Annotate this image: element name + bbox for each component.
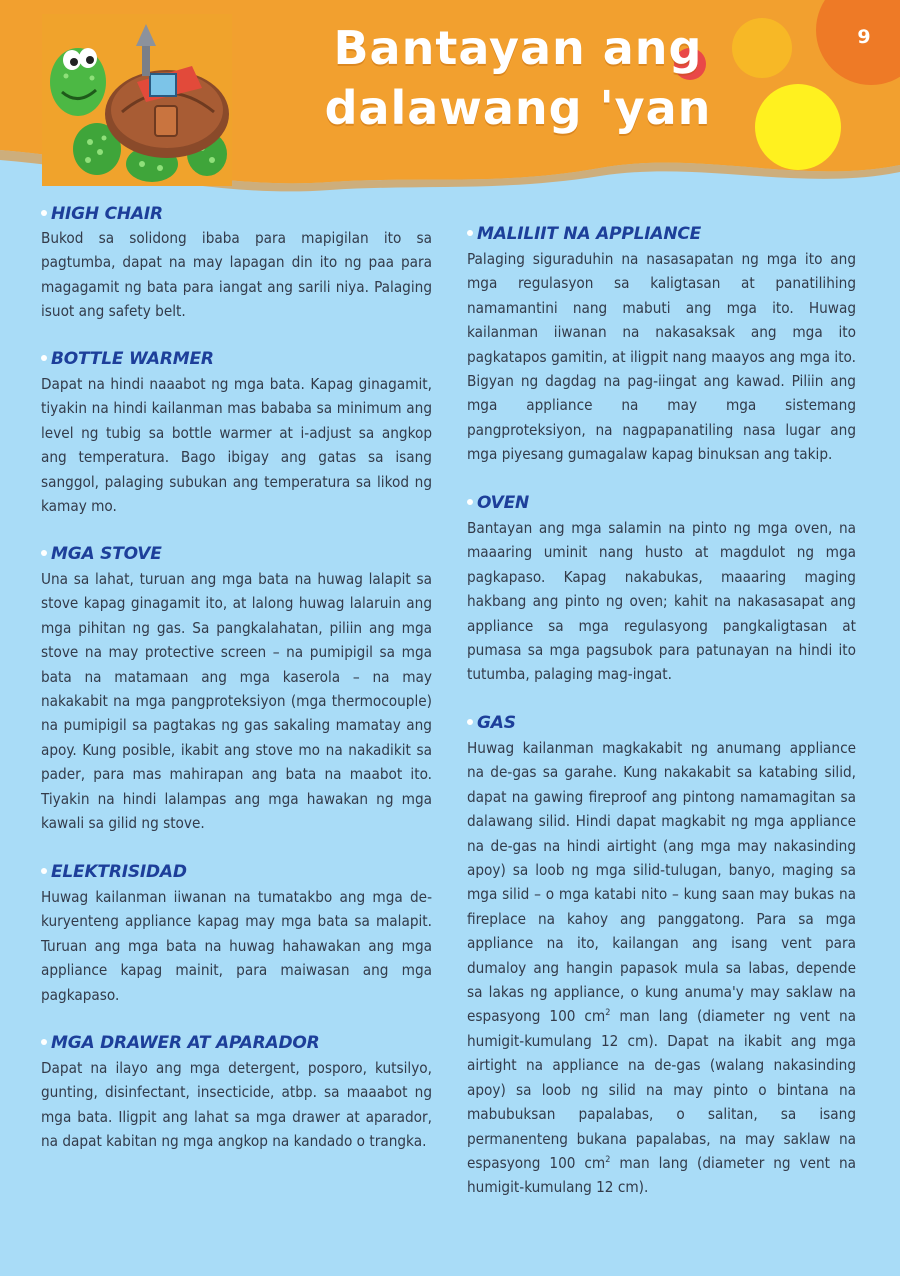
heading-mga-drawer: MGA DRAWER AT APARADOR <box>41 1031 320 1055</box>
paragraph-maliliit-na-appliance: Palaging siguraduhin na nasasapatan ng mga ito ang mga regulasyon sa kaligtasan at panatilihing namamantini nang mabuti ang mga ito. Huwag kailanman iiwanan na nakasaksak ang mga ito pagkatapos gamitin, at iligpit nang maayos ang mga ito. Bigyan ng dagdag na pag-iingat ang kawad. Piliin ang mga appliance na may mga sistemang pangproteksiyon, na nagpapanatiling nasa lugar ang mga piyesang gumagalaw kapag binuksan ang takip. <box>467 250 856 464</box>
heading-oven: OVEN <box>467 491 529 515</box>
heading-mga-stove: MGA STOVE <box>41 542 162 566</box>
turtle-toy-illustration <box>42 14 232 186</box>
bullet-icon <box>41 210 47 216</box>
paragraph-high-chair: Bukod sa solidong ibaba para mapigilan ito sa pagtumba, dapat na may lapagan din ito ng paa para magagamit ng bata para iangat ang sarili niya. Palaging isuot ang safety belt. <box>41 229 432 321</box>
bullet-icon <box>41 550 47 556</box>
bullet-icon <box>41 868 47 874</box>
bullet-icon <box>467 230 473 236</box>
paragraph-bottle-warmer: Dapat na hindi naaabot ng mga bata. Kapag ginagamit, tiyakin na hindi kailanman mas bababa sa minimum ang level ng tubig sa bottle warmer at i-adjust sa angkop ang temperatura. Bago ibigay ang gatas sa isang sanggol, palaging subukan ang temperatura sa likod ng kamay mo. <box>41 375 432 516</box>
decor-circle-yellow <box>755 84 841 170</box>
decor-circle-amber <box>732 18 792 78</box>
paragraph-mga-stove: Una sa lahat, turuan ang mga bata na huwag lalapit sa stove kapag ginagamit ito, at lalong huwag lalaruin ang mga pihitan ng gas. Sa pangkalahatan, piliin ang mga stove na may protective screen – na pumipigil sa mga bata na matamaan ang mga kaserola – na may nakakabit na mga pangproteksiyon (mga thermocouple) na pumipigil sa pagtakas ng gas sakaling mamatay ang apoy. Kung posible, ikabit ang stove mo na nakadikit sa pader, para mas mahirapan ang bata na maabot ito. Tiyakin na hindi lalampas ang mga hawakan ng mga kawali sa gilid ng stove. <box>41 570 432 833</box>
paragraph-oven: Bantayan ang mga salamin na pinto ng mga oven, na maaaring uminit nang husto at magdulot ng mga pagkapaso. Kapag nakabukas, maaaring maging hakbang ang pinto ng oven; kahit na nakasasapat ang appliance sa mga regulasyong pangkaligtasan at pumasa sa mga pagsubok para patunayan na hindi ito tutumba, palaging mag-ingat. <box>467 519 856 684</box>
heading-gas: GAS <box>467 711 516 735</box>
bullet-icon <box>467 719 473 725</box>
superscript-2: 2 <box>605 1008 611 1019</box>
heading-bottle-warmer: BOTTLE WARMER <box>41 347 214 371</box>
bullet-icon <box>41 355 47 361</box>
title-line-2: dalawang 'yan <box>324 81 712 135</box>
heading-high-chair: HIGH CHAIR <box>41 202 163 226</box>
paragraph-gas: Huwag kailanman magkakabit ng anumang appliance na de-gas sa garahe. Kung nakakabit sa katabing silid, dapat na gawing fireproof ang pintong namamagitan sa dalawang silid. Hindi dapat magkabit ng mga appliance na de-gas na hindi airtight (ang mga may nakasinding apoy) sa loob ng mga silid-tulugan, banyo, maging sa mga silid – o mga katabi nito – kung saan may bukas na fireplace na kahoy ang panggatong. Para sa mga appliance na ito, kailangan ang isang vent para dumaloy ang hangin papasok mula sa labas, depende sa lakas ng appliance, o kung anuma'y may saklaw na espasyong 100 $cm^2$ man lang (diameter ng vent na humigit-kumulang 12 cm). Dapat na ikabit ang mga airtight na appliance na de-gas (walang nakasinding apoy) sa loob ng silid na may pinto o bintana na mabubuksan papalabas, o salitan, sa isang permanenteng bukana papalabas, na may saklaw na espasyong 100 $cm^2$ man lang (diameter ng vent na humigit-kumulang 12 cm). <box>467 739 856 1197</box>
title-line-1: Bantayan ang <box>333 21 703 75</box>
paragraph-elektrisidad: Huwag kailanman iiwanan na tumatakbo ang mga de-kuryenteng appliance kapag may mga bata sa malapit. Turuan ang mga bata na huwag hahawakan ang mga appliance kapag mainit, para maiwasan ang mga pagkapaso. <box>41 888 432 1004</box>
heading-elektrisidad: ELEKTRISIDAD <box>41 860 187 884</box>
page-number: 9 <box>857 26 871 48</box>
paragraph-mga-drawer: Dapat na ilayo ang mga detergent, posporo, kutsilyo, gunting, disinfectant, insecticide, atbp. sa maaabot ng mga bata. Iligpit ang lahat sa mga drawer at aparador, na dapat kabitan ng mga angkop na kandado o trangka. <box>41 1059 432 1151</box>
superscript-2: 2 <box>605 1154 611 1165</box>
bullet-icon <box>467 499 473 505</box>
heading-maliliit-na-appliance: MALILIIT NA APPLIANCE <box>467 222 701 246</box>
page-title <box>302 18 734 160</box>
bullet-icon <box>41 1039 47 1045</box>
